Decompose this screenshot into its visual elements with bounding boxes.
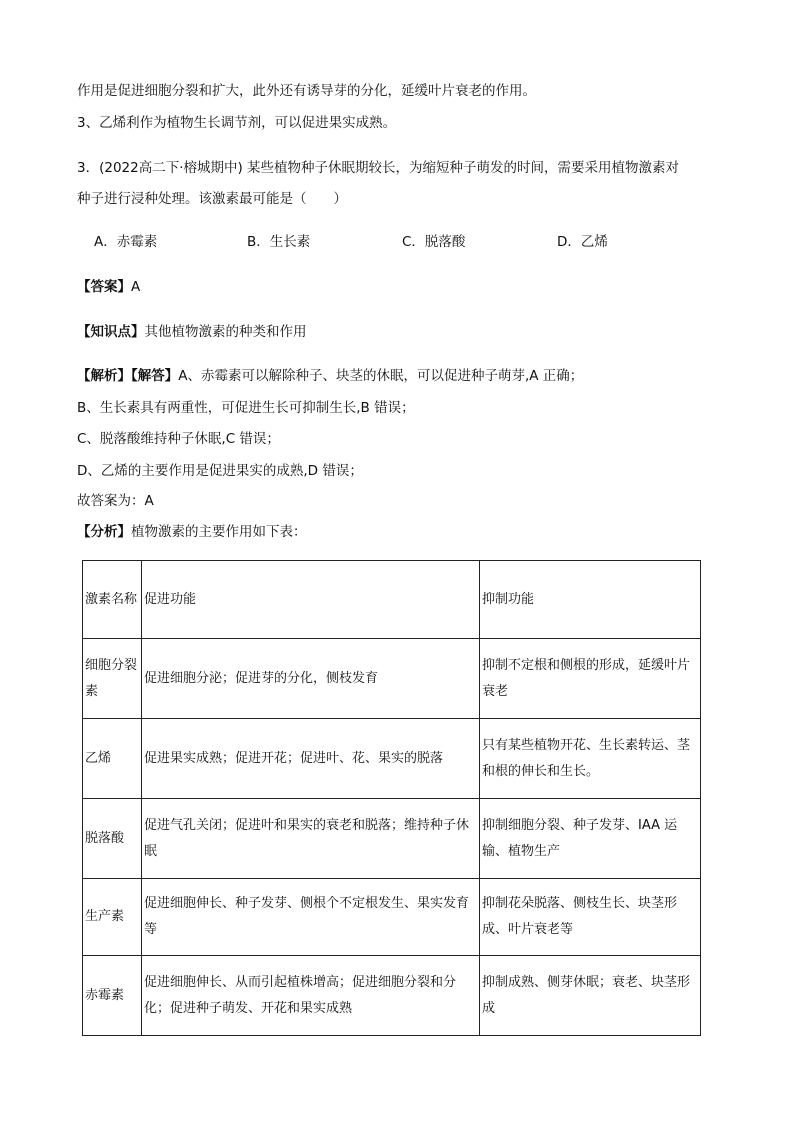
answer-value: A [131,279,141,295]
hormone-name-cell: 脱落酸 [83,799,142,879]
hormone-name-cell: 细胞分裂素 [83,639,142,719]
analysis-text-1: A、赤霉素可以解除种子、块茎的休眠，可以促进种子萌芽,A 正确； [178,368,584,384]
fenxi-label: 【分析】 [77,524,131,540]
knowledge-label: 【知识点】 [77,324,145,340]
inhibit-cell: 抑制花朵脱落、侧枝生长、块茎形成、叶片衰老等 [480,879,701,956]
promote-cell: 促进细胞伸长、种子发芽、侧根个不定根发生、果实发育等 [142,879,480,956]
option-b: B．生长素 [247,234,311,250]
header-cell: 促进功能 [142,561,480,639]
question-stem-line-2: 种子进行浸种处理。该激素最可能是（ ） [77,191,347,207]
answer-line [77,277,140,297]
analysis-line-3: C、脱落酸维持种子休眠,C 错误； [77,431,280,447]
analysis-line-1 [77,366,583,386]
answer-options [94,232,654,252]
analysis-line-2: B、生长素具有两重性，可促进生长可抑制生长,B 错误； [77,400,415,416]
context-line-1: 作用是促进细胞分裂和扩大，此外还有诱导芽的分化，延缓叶片衰老的作用。 [77,83,536,99]
table-row [83,799,701,879]
promote-cell: 促进细胞伸长、从而引起植株增高；促进细胞分裂和分化；促进种子萌发、开花和果实成熟 [142,956,480,1036]
hormone-name-cell: 乙烯 [83,719,142,799]
option-a: A．赤霉素 [94,234,158,250]
hormone-name-cell: 赤霉素 [83,956,142,1036]
knowledge-value: 其他植物激素的种类和作用 [144,324,307,340]
hormone-name-cell: 生产素 [83,879,142,956]
table-row [83,719,701,799]
header-cell: 抑制功能 [480,561,701,639]
header-cell: 激素名称 [83,561,142,639]
context-line-2: 3、乙烯利作为植物生长调节剂，可以促进果实成熟。 [77,115,397,131]
option-c: C．脱落酸 [402,234,466,250]
table-header-row [83,561,701,639]
inhibit-cell: 抑制细胞分裂、种子发芽、IAA 运输、植物生产 [480,799,701,879]
inhibit-cell: 只有某些植物开花、生长素转运、茎和根的伸长和生长。 [480,719,701,799]
table-row [83,956,701,1036]
inhibit-cell: 抑制不定根和侧根的形成，延缓叶片衰老 [480,639,701,719]
hormone-table [82,560,701,1036]
table-row [83,639,701,719]
answer-label: 【答案】 [77,279,131,295]
promote-cell: 促进细胞分泌；促进芽的分化，侧枝发育 [142,639,480,719]
table-row [83,879,701,956]
analysis-label: 【解析】【解答】 [77,368,179,384]
inhibit-cell: 抑制成熟、侧芽休眠；衰老、块茎形成 [480,956,701,1036]
fenxi-value: 植物激素的主要作用如下表： [131,524,307,540]
promote-cell: 促进果实成熟；促进开花；促进叶、花、果实的脱落 [142,719,480,799]
analysis-line-4: D、乙烯的主要作用是促进果实的成熟,D 错误； [77,463,363,479]
question-stem-line-1: 3．(2022高二下·榕城期中) 某些植物种子休眠期较长，为缩短种子萌发的时间，需要采用植物激素对 [77,160,680,176]
analysis-conclusion: 故答案为：A [77,493,154,509]
promote-cell: 促进气孔关闭；促进叶和果实的衰老和脱落；维持种子休眠 [142,799,480,879]
option-d: D．乙烯 [557,234,608,250]
knowledge-line [77,322,307,342]
fenxi-line [77,522,307,542]
